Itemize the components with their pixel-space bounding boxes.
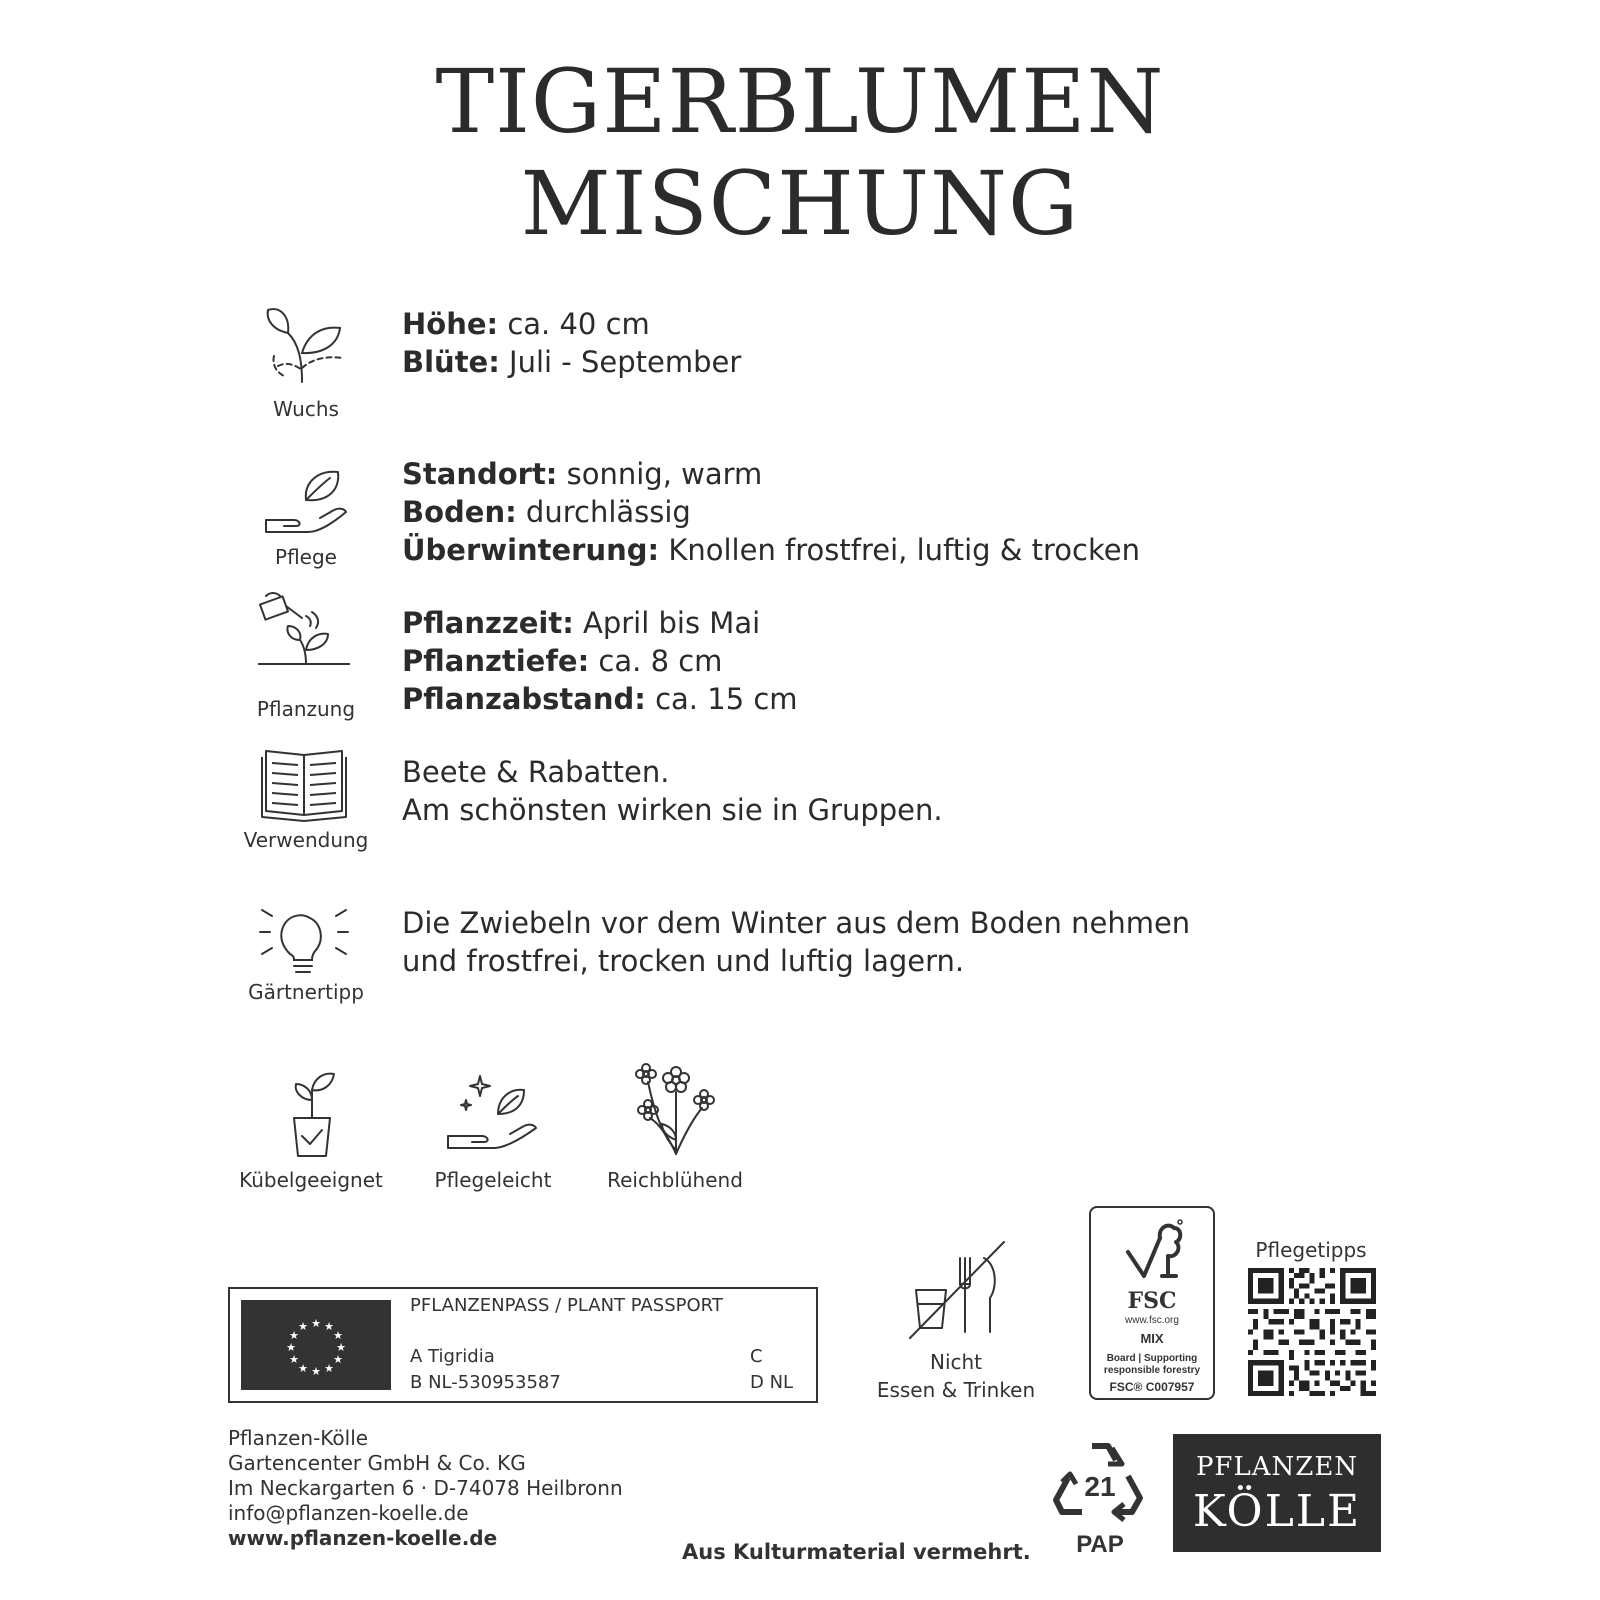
- svg-text:★: ★: [289, 1329, 299, 1342]
- light-bulb-icon: [258, 898, 350, 984]
- passport-c: C: [750, 1346, 763, 1367]
- text-line: [402, 904, 1190, 942]
- company-address: [228, 1426, 623, 1551]
- qr-label: Pflegetipps: [1255, 1238, 1367, 1262]
- text-key: Pflanzzeit:: [402, 606, 574, 640]
- section-text-pflanzung: [402, 604, 798, 718]
- text-line: [402, 642, 798, 680]
- text-value: ca. 40 cm: [498, 307, 650, 341]
- fsc-label: [1089, 1206, 1215, 1400]
- hand-leaf-icon: [258, 460, 350, 546]
- svg-text:★: ★: [289, 1353, 299, 1366]
- text-key: Höhe:: [402, 307, 499, 341]
- address-email[interactable]: info@pflanzen-koelle.de: [228, 1501, 469, 1525]
- open-book-icon: [258, 745, 350, 831]
- feature-label-pflegeleicht: Pflegeleicht: [434, 1168, 552, 1192]
- svg-text:★: ★: [311, 1317, 321, 1330]
- recycle-pap-icon: [1052, 1440, 1148, 1560]
- fsc-code: FSC® C007957: [1109, 1380, 1195, 1394]
- text-key: Standort:: [402, 457, 558, 491]
- fsc-name: FSC: [1127, 1288, 1177, 1314]
- address-line-1: Pflanzen-Kölle: [228, 1426, 369, 1450]
- recycle-number: 21: [1084, 1471, 1116, 1502]
- text-line: [402, 791, 943, 829]
- section-text-wuchs: [402, 305, 741, 381]
- section-label-pflanzung: Pflanzung: [256, 697, 356, 721]
- fsc-url: www.fsc.org: [1125, 1315, 1179, 1326]
- text-key: Pflanztiefe:: [402, 644, 590, 678]
- text-value: sonnig, warm: [557, 457, 763, 491]
- pflanzen-koelle-logo: [1173, 1434, 1381, 1552]
- hand-leaf-sparkle-icon: [444, 1060, 544, 1160]
- culture-note: Aus Kulturmaterial vermehrt.: [682, 1540, 1031, 1564]
- passport-heading: PFLANZENPASS / PLANT PASSPORT: [410, 1295, 723, 1316]
- section-text-verwendung: [402, 753, 943, 829]
- section-text-gaertnertipp: [402, 904, 1190, 980]
- logo-line-2: KÖLLE: [1192, 1486, 1362, 1537]
- section-label-verwendung: Verwendung: [243, 828, 369, 852]
- text-value: ca. 8 cm: [589, 644, 723, 678]
- text-line: [402, 455, 1140, 493]
- feature-label-reichbluehend: Reichblühend: [607, 1168, 743, 1192]
- section-label-pflege: Pflege: [275, 545, 337, 569]
- text-line: [402, 305, 741, 343]
- fsc-desc-2: responsible forestry: [1103, 1365, 1201, 1376]
- svg-text:★: ★: [333, 1329, 343, 1342]
- text-line: [402, 343, 741, 381]
- text-key: Pflanzabstand:: [402, 682, 646, 716]
- text-value: Die Zwiebeln vor dem Winter aus dem Boden nehmen: [402, 906, 1191, 940]
- text-value: ca. 15 cm: [645, 682, 798, 716]
- address-line-2: Gartencenter GmbH & Co. KG: [228, 1451, 526, 1475]
- no-food-icon: [906, 1238, 1010, 1342]
- text-line: [402, 942, 1190, 980]
- text-line: [402, 531, 1140, 569]
- text-line: [402, 604, 798, 642]
- text-key: Boden:: [402, 495, 517, 529]
- svg-text:★: ★: [311, 1365, 321, 1378]
- text-key: Überwinterung:: [402, 533, 660, 567]
- qr-code[interactable]: [1248, 1268, 1376, 1396]
- svg-text:★: ★: [336, 1341, 346, 1354]
- watering-can-icon: [258, 592, 350, 678]
- text-value: Juli - September: [499, 345, 742, 379]
- passport-a: A Tigridia: [410, 1346, 495, 1367]
- recycle-code: PAP: [1076, 1531, 1124, 1558]
- section-label-gaertnertipp: Gärtnertipp: [248, 980, 364, 1004]
- text-line: [402, 753, 943, 791]
- plant-sprout-icon: [258, 298, 350, 384]
- feature-label-kuebelgeeignet: Kübelgeeignet: [239, 1168, 383, 1192]
- plant-passport: [228, 1287, 818, 1403]
- section-text-pflege: [402, 455, 1140, 569]
- svg-text:★: ★: [333, 1353, 343, 1366]
- title-line-1: TIGERBLUMEN: [435, 50, 1165, 153]
- logo-line-1: PFLANZEN: [1195, 1452, 1359, 1482]
- passport-d: D NL: [750, 1372, 794, 1393]
- eu-flag-icon: [241, 1300, 391, 1390]
- text-value: April bis Mai: [573, 606, 761, 640]
- no-food-label: [856, 1348, 1056, 1404]
- no-food-line-2: Essen & Trinken: [876, 1378, 1036, 1402]
- text-line: [402, 493, 1140, 531]
- text-value: Beete & Rabatten.: [402, 755, 670, 789]
- text-key: Blüte:: [402, 345, 500, 379]
- svg-text:★: ★: [324, 1320, 334, 1333]
- svg-text:★: ★: [298, 1362, 308, 1375]
- text-line: [402, 680, 798, 718]
- fsc-tree-icon: [1120, 1218, 1184, 1288]
- address-website[interactable]: www.pflanzen-koelle.de: [228, 1526, 498, 1550]
- svg-text:★: ★: [298, 1320, 308, 1333]
- text-value: Knollen frostfrei, luftig & trocken: [659, 533, 1140, 567]
- svg-text:★: ★: [286, 1341, 296, 1354]
- text-value: durchlässig: [516, 495, 691, 529]
- passport-b: B NL-530953587: [410, 1372, 561, 1393]
- fsc-mix: MIX: [1140, 1331, 1164, 1346]
- fsc-desc-1: Board | Supporting: [1106, 1353, 1198, 1364]
- flowers-icon: [626, 1060, 726, 1160]
- section-label-wuchs: Wuchs: [273, 397, 339, 421]
- title-line-2: MISCHUNG: [520, 152, 1080, 255]
- address-line-3: Im Neckargarten 6 · D-74078 Heilbronn: [228, 1476, 623, 1500]
- text-value: und frostfrei, trocken und luftig lagern.: [402, 944, 965, 978]
- text-value: Am schönsten wirken sie in Gruppen.: [402, 793, 943, 827]
- no-food-line-1: Nicht: [929, 1350, 983, 1374]
- potted-plant-check-icon: [262, 1060, 362, 1160]
- svg-text:★: ★: [324, 1362, 334, 1375]
